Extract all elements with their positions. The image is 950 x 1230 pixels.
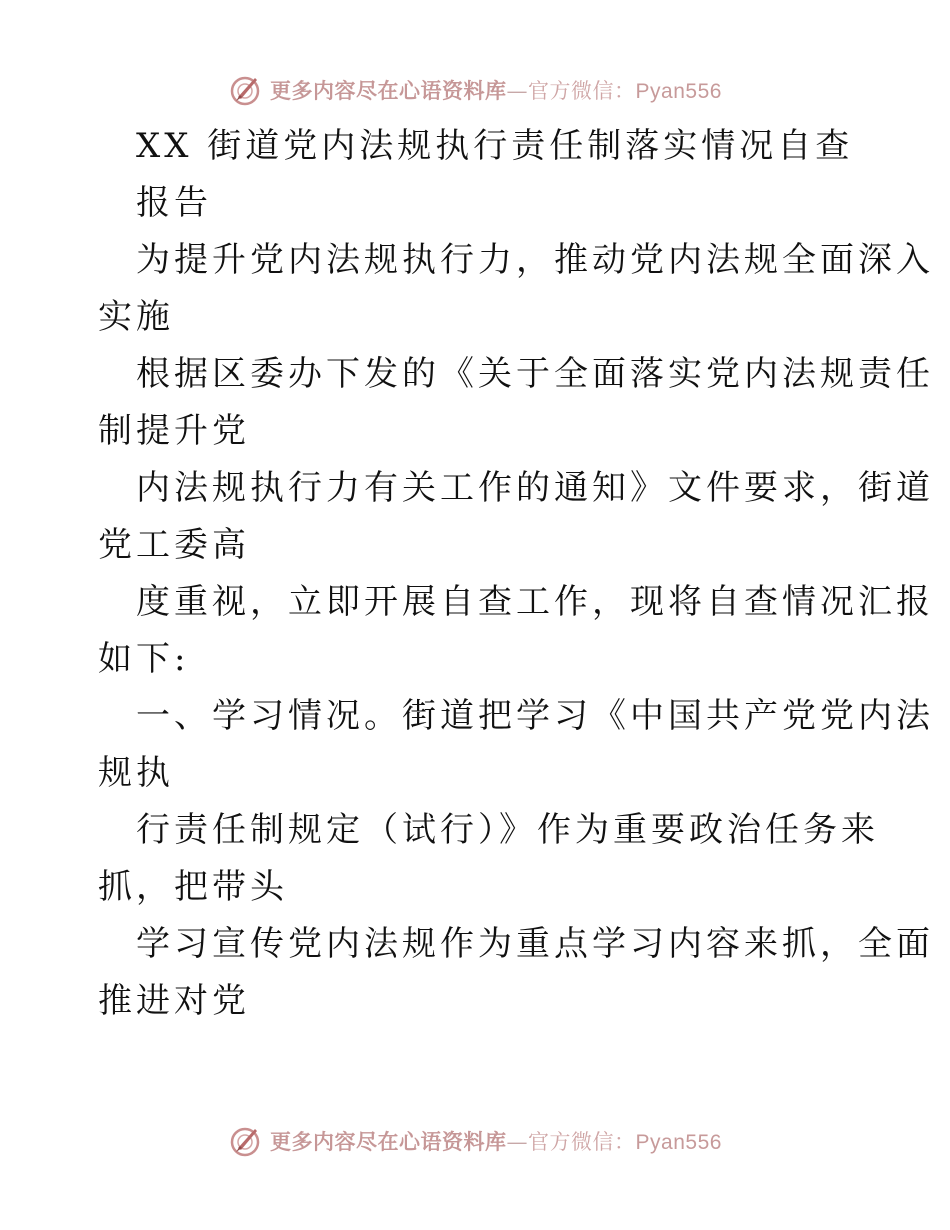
watermark-footer bbox=[0, 1121, 950, 1161]
watermark-text bbox=[270, 1126, 722, 1156]
document-title-line-2: 报告 bbox=[136, 183, 212, 223]
paragraph-line: 党工委高 bbox=[98, 525, 250, 565]
paragraph-line: 根据区委办下发的《关于全面落实党内法规责任 bbox=[136, 354, 934, 394]
paragraph-line: 内法规执行力有关工作的通知》文件要求，街道 bbox=[136, 468, 934, 508]
watermark-separator: — bbox=[506, 1130, 529, 1154]
paragraph-line: 度重视，立即开展自查工作，现将自查情况汇报 bbox=[136, 582, 934, 622]
watermark-wechat-id: Pyan556 bbox=[635, 1131, 722, 1154]
paragraph-line: 行责任制规定（试行）》作为重要政治任务来 bbox=[136, 810, 879, 850]
watermark-brand: 更多内容尽在心语资料库 bbox=[270, 1129, 507, 1154]
document-body bbox=[98, 118, 934, 1030]
watermark-wechat-label: 官方微信： bbox=[528, 1130, 636, 1154]
paragraph-line: 一、学习情况。街道把学习《中国共产党党内法 bbox=[136, 696, 934, 736]
document-title-line-1: XX 街道党内法规执行责任制落实情况自查 bbox=[136, 126, 854, 166]
paragraph-line: 实施 bbox=[98, 297, 174, 337]
paragraph-line: 为提升党内法规执行力，推动党内法规全面深入 bbox=[136, 240, 934, 280]
watermark-brand: 更多内容尽在心语资料库 bbox=[270, 78, 507, 103]
paragraph-line: 推进对党 bbox=[98, 981, 250, 1021]
watermark-header bbox=[0, 70, 950, 110]
paragraph-line: 如下: bbox=[98, 639, 190, 679]
watermark-wechat-label: 官方微信： bbox=[528, 79, 636, 103]
paragraph-line: 规执 bbox=[98, 753, 174, 793]
watermark-text bbox=[270, 75, 722, 105]
quill-circle-logo-icon bbox=[228, 1124, 262, 1158]
paragraph-line: 学习宣传党内法规作为重点学习内容来抓，全面 bbox=[136, 924, 934, 964]
paragraph-line: 制提升党 bbox=[98, 411, 250, 451]
watermark-separator: — bbox=[506, 79, 529, 103]
quill-circle-logo-icon bbox=[228, 73, 262, 107]
watermark-wechat-id: Pyan556 bbox=[635, 80, 722, 103]
paragraph-line: 抓，把带头 bbox=[98, 867, 288, 907]
